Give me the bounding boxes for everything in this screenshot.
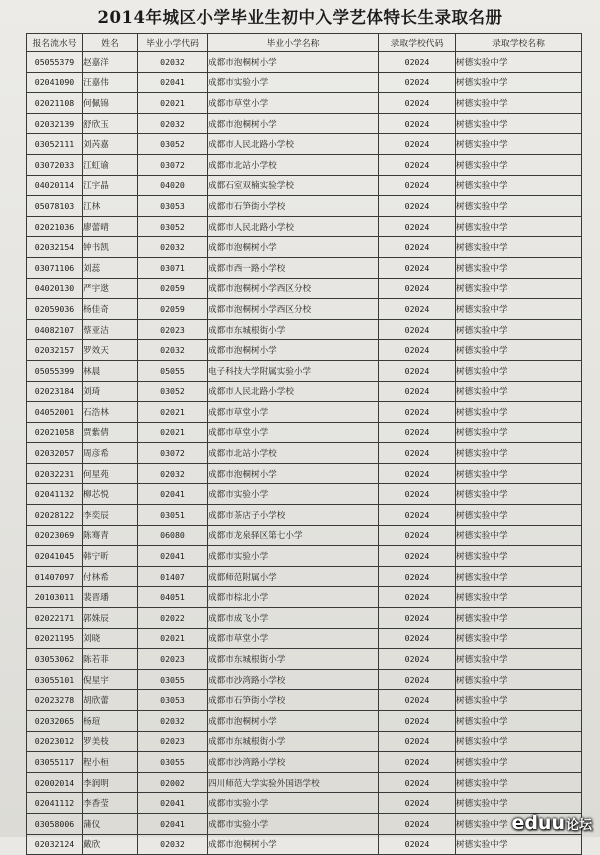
admitting-school-name-cell: 树德实验中学	[456, 690, 582, 711]
student-name-cell: 戴欣	[83, 834, 138, 855]
registration-no-cell: 03071106	[27, 257, 83, 278]
student-name-cell: 蔡亚洁	[83, 319, 138, 340]
primary-school-code-cell: 02041	[138, 793, 208, 814]
student-name-cell: 江宇晶	[83, 175, 138, 196]
table-row	[27, 649, 582, 670]
registration-no-cell: 02021036	[27, 216, 83, 237]
primary-school-name-cell: 成都市实验小学	[208, 546, 379, 567]
admitting-school-code-cell: 02024	[379, 608, 456, 629]
primary-school-name-cell: 成都市东城根街小学	[208, 649, 379, 670]
student-name-cell: 郭姝辰	[83, 608, 138, 629]
primary-school-code-cell: 02041	[138, 546, 208, 567]
table-row	[27, 772, 582, 793]
registration-no-cell: 02041090	[27, 72, 83, 93]
primary-school-name-cell: 成都市北站小学校	[208, 443, 379, 464]
primary-school-name-cell: 成都市沙湾路小学校	[208, 752, 379, 773]
admitting-school-name-cell: 树德实验中学	[456, 360, 582, 381]
admitting-school-name-cell: 树德实验中学	[456, 484, 582, 505]
primary-school-code-cell: 02021	[138, 93, 208, 114]
admitting-school-code-cell: 02024	[379, 93, 456, 114]
table-row	[27, 463, 582, 484]
admission-roster-table	[26, 33, 582, 855]
admitting-school-code-cell: 02024	[379, 154, 456, 175]
student-name-cell: 陈若菲	[83, 649, 138, 670]
primary-school-name-cell: 成都师范附属小学	[208, 566, 379, 587]
primary-school-code-cell: 02059	[138, 299, 208, 320]
admitting-school-name-cell: 树德实验中学	[456, 340, 582, 361]
student-name-cell: 江虹谕	[83, 154, 138, 175]
student-name-cell: 赵嘉洋	[83, 52, 138, 73]
registration-no-cell: 01407097	[27, 566, 83, 587]
primary-school-code-cell: 02041	[138, 813, 208, 834]
primary-school-code-cell: 06080	[138, 525, 208, 546]
admitting-school-code-cell: 02024	[379, 834, 456, 855]
table-row	[27, 793, 582, 814]
admitting-school-name-cell: 树德实验中学	[456, 443, 582, 464]
primary-school-code-cell: 02032	[138, 834, 208, 855]
registration-no-cell: 02023278	[27, 690, 83, 711]
registration-no-cell: 03052111	[27, 134, 83, 155]
student-name-cell: 汪嘉伟	[83, 72, 138, 93]
admitting-school-code-cell: 02024	[379, 793, 456, 814]
registration-no-cell: 02032231	[27, 463, 83, 484]
document-title: 2014年城区小学毕业生初中入学艺体特长生录取名册	[97, 8, 503, 27]
student-name-cell: 李润明	[83, 772, 138, 793]
primary-school-name-cell: 成都市草堂小学	[208, 93, 379, 114]
primary-school-name-cell: 成都市龙泉驿区第七小学	[208, 525, 379, 546]
admitting-school-code-cell: 02024	[379, 216, 456, 237]
registration-no-cell: 05078103	[27, 196, 83, 217]
primary-school-name-cell: 成都市东城根街小学	[208, 319, 379, 340]
registration-no-cell: 02041045	[27, 546, 83, 567]
primary-school-name-cell: 成都市棕北小学	[208, 587, 379, 608]
admitting-school-name-cell: 树德实验中学	[456, 793, 582, 814]
primary-school-code-cell: 02023	[138, 649, 208, 670]
student-name-cell: 舒欣玉	[83, 113, 138, 134]
registration-no-cell: 02032154	[27, 237, 83, 258]
student-name-cell: 石浩林	[83, 402, 138, 423]
admitting-school-name-cell: 树德实验中学	[456, 278, 582, 299]
admitting-school-code-cell: 02024	[379, 134, 456, 155]
table-row	[27, 566, 582, 587]
admitting-school-code-cell: 02024	[379, 587, 456, 608]
registration-no-cell: 02041132	[27, 484, 83, 505]
student-name-cell: 何星苑	[83, 463, 138, 484]
watermark-suffix: 论坛	[565, 818, 592, 833]
table-row	[27, 484, 582, 505]
admitting-school-code-cell: 02024	[379, 484, 456, 505]
admitting-school-code-cell: 02024	[379, 402, 456, 423]
table-row	[27, 52, 582, 73]
admitting-school-name-cell: 树德实验中学	[456, 711, 582, 732]
student-name-cell: 胡欣蕾	[83, 690, 138, 711]
primary-school-code-cell: 03053	[138, 196, 208, 217]
table-row	[27, 257, 582, 278]
admitting-school-name-cell: 树德实验中学	[456, 587, 582, 608]
admitting-school-name-cell: 树德实验中学	[456, 834, 582, 855]
table-row	[27, 731, 582, 752]
primary-school-code-cell: 03053	[138, 690, 208, 711]
primary-school-name-cell: 成都市泡桐树小学	[208, 113, 379, 134]
registration-no-cell: 05055379	[27, 52, 83, 73]
primary-school-name-cell: 成都市草堂小学	[208, 402, 379, 423]
watermark-brand: eduu	[511, 812, 565, 834]
primary-school-name-cell: 成都市人民北路小学校	[208, 216, 379, 237]
student-name-cell: 程小桓	[83, 752, 138, 773]
primary-school-name-cell: 成都市草堂小学	[208, 628, 379, 649]
header-admitting-school-name: 录取学校名称	[456, 34, 582, 52]
primary-school-name-cell: 成都石室双楠实验学校	[208, 175, 379, 196]
table-row	[27, 834, 582, 855]
registration-no-cell: 03055101	[27, 669, 83, 690]
student-name-cell: 付林希	[83, 566, 138, 587]
table-row	[27, 72, 582, 93]
primary-school-code-cell: 02002	[138, 772, 208, 793]
admitting-school-name-cell: 树德实验中学	[456, 566, 582, 587]
primary-school-code-cell: 03052	[138, 134, 208, 155]
admitting-school-code-cell: 02024	[379, 257, 456, 278]
admitting-school-name-cell: 树德实验中学	[456, 299, 582, 320]
admitting-school-name-cell: 树德实验中学	[456, 752, 582, 773]
admitting-school-code-cell: 02024	[379, 752, 456, 773]
registration-no-cell: 02059036	[27, 299, 83, 320]
primary-school-name-cell: 成都市茶店子小学校	[208, 505, 379, 526]
primary-school-name-cell: 成都市实验小学	[208, 793, 379, 814]
primary-school-code-cell: 01407	[138, 566, 208, 587]
student-name-cell: 蒲仪	[83, 813, 138, 834]
admitting-school-code-cell: 02024	[379, 669, 456, 690]
table-row	[27, 505, 582, 526]
header-student-name: 姓名	[83, 34, 138, 52]
table-row	[27, 237, 582, 258]
primary-school-name-cell: 成都市石笋街小学校	[208, 196, 379, 217]
table-row	[27, 299, 582, 320]
admitting-school-name-cell: 树德实验中学	[456, 402, 582, 423]
admitting-school-name-cell: 树德实验中学	[456, 216, 582, 237]
table-row	[27, 278, 582, 299]
primary-school-name-cell: 成都市泡桐树小学	[208, 834, 379, 855]
primary-school-name-cell: 成都市沙湾路小学校	[208, 669, 379, 690]
table-row	[27, 525, 582, 546]
admitting-school-code-cell: 02024	[379, 813, 456, 834]
student-name-cell: 钟书凯	[83, 237, 138, 258]
admitting-school-code-cell: 02024	[379, 278, 456, 299]
primary-school-name-cell: 成都市泡桐树小学	[208, 340, 379, 361]
primary-school-name-cell: 成都市北站小学校	[208, 154, 379, 175]
student-name-cell: 林晨	[83, 360, 138, 381]
student-name-cell: 刘蕊	[83, 257, 138, 278]
table-row	[27, 216, 582, 237]
admitting-school-code-cell: 02024	[379, 731, 456, 752]
table-row	[27, 175, 582, 196]
primary-school-name-cell: 成都市泡桐树小学	[208, 463, 379, 484]
table-row	[27, 546, 582, 567]
admitting-school-name-cell: 树德实验中学	[456, 546, 582, 567]
primary-school-name-cell: 成都市石笋街小学校	[208, 690, 379, 711]
primary-school-code-cell: 02032	[138, 237, 208, 258]
primary-school-name-cell: 成都市东城根街小学	[208, 731, 379, 752]
registration-no-cell: 02032124	[27, 834, 83, 855]
registration-no-cell: 02032157	[27, 340, 83, 361]
primary-school-code-cell: 02032	[138, 340, 208, 361]
header-primary-school-name: 毕业小学名称	[208, 34, 379, 52]
registration-no-cell: 04020114	[27, 175, 83, 196]
primary-school-name-cell: 成都市实验小学	[208, 484, 379, 505]
registration-no-cell: 03053062	[27, 649, 83, 670]
admitting-school-code-cell: 02024	[379, 525, 456, 546]
primary-school-code-cell: 02023	[138, 731, 208, 752]
admitting-school-code-cell: 02024	[379, 381, 456, 402]
table-row	[27, 813, 582, 834]
admitting-school-code-cell: 02024	[379, 546, 456, 567]
admitting-school-name-cell: 树德实验中学	[456, 381, 582, 402]
primary-school-code-cell: 03055	[138, 752, 208, 773]
primary-school-code-cell: 02041	[138, 484, 208, 505]
admitting-school-name-cell: 树德实验中学	[456, 525, 582, 546]
registration-no-cell: 02023012	[27, 731, 83, 752]
primary-school-name-cell: 电子科技大学附属实验小学	[208, 360, 379, 381]
table-row	[27, 134, 582, 155]
student-name-cell: 李奕辰	[83, 505, 138, 526]
admitting-school-code-cell: 02024	[379, 72, 456, 93]
primary-school-name-cell: 成都市草堂小学	[208, 422, 379, 443]
admitting-school-name-cell: 树德实验中学	[456, 319, 582, 340]
student-name-cell: 周彦希	[83, 443, 138, 464]
primary-school-code-cell: 02041	[138, 72, 208, 93]
table-row	[27, 752, 582, 773]
admitting-school-code-cell: 02024	[379, 690, 456, 711]
admitting-school-name-cell: 树德实验中学	[456, 731, 582, 752]
admitting-school-code-cell: 02024	[379, 237, 456, 258]
table-row	[27, 690, 582, 711]
registration-no-cell: 03072033	[27, 154, 83, 175]
registration-no-cell: 02032057	[27, 443, 83, 464]
admitting-school-name-cell: 树德实验中学	[456, 608, 582, 629]
table-row	[27, 340, 582, 361]
primary-school-code-cell: 03072	[138, 443, 208, 464]
table-row	[27, 443, 582, 464]
primary-school-code-cell: 04051	[138, 587, 208, 608]
table-row	[27, 422, 582, 443]
primary-school-code-cell: 02032	[138, 113, 208, 134]
registration-no-cell: 04052001	[27, 402, 83, 423]
registration-no-cell: 02032139	[27, 113, 83, 134]
student-name-cell: 罗美枝	[83, 731, 138, 752]
registration-no-cell: 02021108	[27, 93, 83, 114]
admitting-school-name-cell: 树德实验中学	[456, 505, 582, 526]
admitting-school-name-cell: 树德实验中学	[456, 669, 582, 690]
primary-school-code-cell: 02021	[138, 422, 208, 443]
admitting-school-name-cell: 树德实验中学	[456, 93, 582, 114]
registration-no-cell: 02023184	[27, 381, 83, 402]
registration-no-cell: 02023069	[27, 525, 83, 546]
registration-no-cell: 02021058	[27, 422, 83, 443]
student-name-cell: 杨瑄	[83, 711, 138, 732]
admitting-school-name-cell: 树德实验中学	[456, 463, 582, 484]
registration-no-cell: 20103011	[27, 587, 83, 608]
primary-school-name-cell: 成都市实验小学	[208, 813, 379, 834]
primary-school-code-cell: 02059	[138, 278, 208, 299]
admitting-school-code-cell: 02024	[379, 340, 456, 361]
table-row	[27, 608, 582, 629]
admitting-school-code-cell: 02024	[379, 566, 456, 587]
registration-no-cell: 04082107	[27, 319, 83, 340]
admitting-school-code-cell: 02024	[379, 196, 456, 217]
student-name-cell: 倪星宇	[83, 669, 138, 690]
primary-school-code-cell: 03055	[138, 669, 208, 690]
admitting-school-name-cell: 树德实验中学	[456, 237, 582, 258]
admitting-school-name-cell: 树德实验中学	[456, 649, 582, 670]
primary-school-name-cell: 成都市成飞小学	[208, 608, 379, 629]
primary-school-code-cell: 02032	[138, 52, 208, 73]
registration-no-cell: 04020130	[27, 278, 83, 299]
admitting-school-name-cell: 树德实验中学	[456, 113, 582, 134]
student-name-cell: 罗效天	[83, 340, 138, 361]
student-name-cell: 杨佳奇	[83, 299, 138, 320]
admitting-school-code-cell: 02024	[379, 422, 456, 443]
primary-school-code-cell: 02022	[138, 608, 208, 629]
admitting-school-name-cell: 树德实验中学	[456, 134, 582, 155]
primary-school-code-cell: 03052	[138, 381, 208, 402]
admitting-school-code-cell: 02024	[379, 360, 456, 381]
student-name-cell: 韩宁昕	[83, 546, 138, 567]
table-row	[27, 402, 582, 423]
admitting-school-name-cell: 树德实验中学	[456, 175, 582, 196]
primary-school-name-cell: 成都市泡桐树小学西区分校	[208, 299, 379, 320]
table-row	[27, 381, 582, 402]
primary-school-code-cell: 03072	[138, 154, 208, 175]
student-name-cell: 严宇逖	[83, 278, 138, 299]
admitting-school-name-cell: 树德实验中学	[456, 257, 582, 278]
registration-no-cell: 02002014	[27, 772, 83, 793]
admitting-school-code-cell: 02024	[379, 711, 456, 732]
student-name-cell: 陈骞青	[83, 525, 138, 546]
table-body	[27, 52, 582, 855]
admitting-school-code-cell: 02024	[379, 505, 456, 526]
admitting-school-code-cell: 02024	[379, 772, 456, 793]
admitting-school-code-cell: 02024	[379, 463, 456, 484]
header-registration-no: 报名流水号	[27, 34, 83, 52]
student-name-cell: 李香莹	[83, 793, 138, 814]
admitting-school-name-cell: 树德实验中学	[456, 72, 582, 93]
registration-no-cell: 03058006	[27, 813, 83, 834]
registration-no-cell: 02022171	[27, 608, 83, 629]
table-row	[27, 669, 582, 690]
primary-school-name-cell: 成都市泡桐树小学	[208, 52, 379, 73]
admitting-school-code-cell: 02024	[379, 175, 456, 196]
student-name-cell: 江林	[83, 196, 138, 217]
primary-school-name-cell: 成都市西一路小学校	[208, 257, 379, 278]
primary-school-name-cell: 成都市实验小学	[208, 72, 379, 93]
primary-school-name-cell: 成都市泡桐树小学西区分校	[208, 278, 379, 299]
primary-school-code-cell: 02032	[138, 711, 208, 732]
admitting-school-code-cell: 02024	[379, 299, 456, 320]
table-row	[27, 319, 582, 340]
primary-school-name-cell: 四川师范大学实验外国语学校	[208, 772, 379, 793]
admitting-school-code-cell: 02024	[379, 649, 456, 670]
primary-school-name-cell: 成都市泡桐树小学	[208, 237, 379, 258]
primary-school-code-cell: 04020	[138, 175, 208, 196]
admitting-school-name-cell: 树德实验中学	[456, 52, 582, 73]
registration-no-cell: 02041112	[27, 793, 83, 814]
primary-school-code-cell: 02032	[138, 463, 208, 484]
student-name-cell: 柳芯悦	[83, 484, 138, 505]
primary-school-code-cell: 03071	[138, 257, 208, 278]
primary-school-code-cell: 05055	[138, 360, 208, 381]
admitting-school-name-cell: 树德实验中学	[456, 196, 582, 217]
admitting-school-code-cell: 02024	[379, 52, 456, 73]
student-name-cell: 贾紫倩	[83, 422, 138, 443]
admitting-school-name-cell: 树德实验中学	[456, 628, 582, 649]
admitting-school-code-cell: 02024	[379, 628, 456, 649]
registration-no-cell: 05055399	[27, 360, 83, 381]
table-header-row	[27, 34, 582, 52]
primary-school-code-cell: 02021	[138, 402, 208, 423]
admitting-school-code-cell: 02024	[379, 443, 456, 464]
admitting-school-name-cell: 树德实验中学	[456, 422, 582, 443]
student-name-cell: 刘晓	[83, 628, 138, 649]
header-primary-school-code: 毕业小学代码	[138, 34, 208, 52]
eduu-forum-watermark	[511, 811, 592, 835]
admitting-school-name-cell: 树德实验中学	[456, 154, 582, 175]
table-row	[27, 154, 582, 175]
registration-no-cell: 02021195	[27, 628, 83, 649]
registration-no-cell: 02028122	[27, 505, 83, 526]
primary-school-name-cell: 成都市人民北路小学校	[208, 381, 379, 402]
primary-school-name-cell: 成都市人民北路小学校	[208, 134, 379, 155]
student-name-cell: 裴晋璠	[83, 587, 138, 608]
primary-school-code-cell: 03052	[138, 216, 208, 237]
registration-no-cell: 03055117	[27, 752, 83, 773]
table-row	[27, 628, 582, 649]
table-row	[27, 587, 582, 608]
admitting-school-name-cell: 树德实验中学	[456, 772, 582, 793]
table-row	[27, 196, 582, 217]
admitting-school-name-cell: 树德实验中学	[456, 813, 582, 834]
primary-school-code-cell: 02023	[138, 319, 208, 340]
registration-no-cell: 02032065	[27, 711, 83, 732]
admitting-school-code-cell: 02024	[379, 319, 456, 340]
primary-school-code-cell: 03051	[138, 505, 208, 526]
admitting-school-code-cell: 02024	[379, 113, 456, 134]
header-admitting-school-code: 录取学校代码	[379, 34, 456, 52]
primary-school-name-cell: 成都市泡桐树小学	[208, 711, 379, 732]
table-row	[27, 360, 582, 381]
table-row	[27, 711, 582, 732]
primary-school-code-cell: 02021	[138, 628, 208, 649]
student-name-cell: 何佩锦	[83, 93, 138, 114]
table-row	[27, 113, 582, 134]
student-name-cell: 刘琦	[83, 381, 138, 402]
table-row	[27, 93, 582, 114]
student-name-cell: 刘芮嘉	[83, 134, 138, 155]
student-name-cell: 廖蕾晴	[83, 216, 138, 237]
